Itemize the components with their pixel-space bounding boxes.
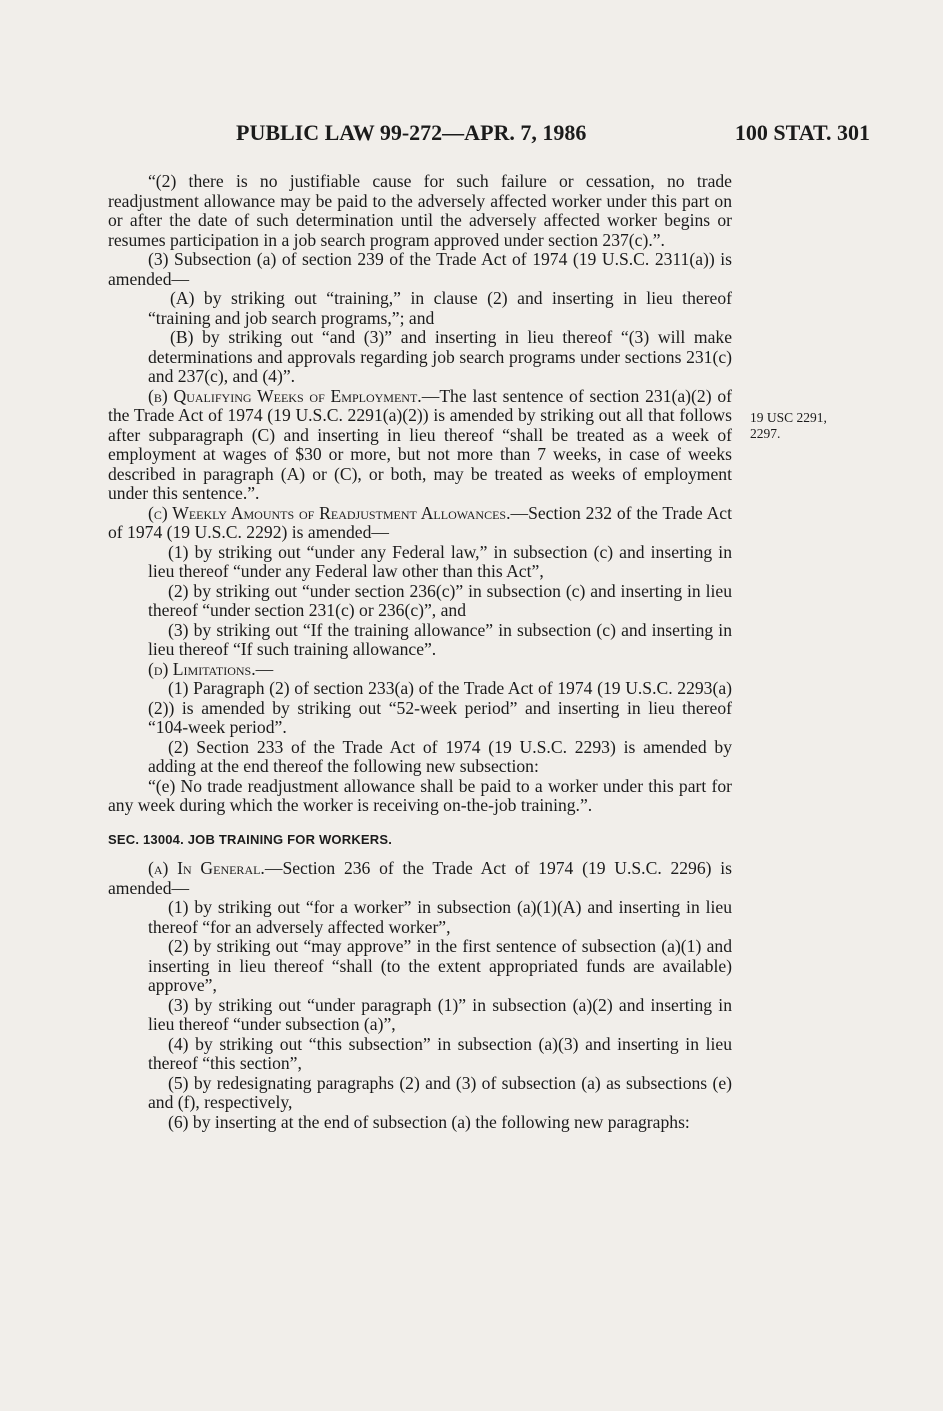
- header-page-number: 100 STAT. 301: [734, 120, 870, 145]
- subsection-heading: (d) Limitations.: [148, 658, 256, 679]
- paragraph: [108, 660, 732, 680]
- paragraph-text: —The last sentence of section 231(a)(2) of the Trade Act of 1974 (19 U.S.C. 2291(a)(2)) is amended by striking out all that follows after subparagraph (C) and inserting in lieu thereof “shall be treated as a week of employment at wages of $30 or more, but not more than 7 weeks, in case of weeks described in paragraph (A) or (C), or both, may be treated as weeks of employment under this sentence.”.: [108, 385, 733, 503]
- paragraph: (A) by striking out “training,” in clause (2) and inserting in lieu thereof “training and job search programs,”; and: [148, 288, 732, 328]
- paragraph: “(e) No trade readjustment allowance shall be paid to a worker under this part for any week during which the worker is receiving on-the-job training.”.: [108, 775, 732, 815]
- paragraph: [108, 387, 732, 504]
- paragraph: (3) Subsection (a) of section 239 of the Trade Act of 1974 (19 U.S.C. 2311(a)) is amended—: [108, 249, 732, 289]
- page-header: [110, 120, 870, 150]
- paragraph: (1) by striking out “for a worker” in subsection (a)(1)(A) and inserting in lieu thereof “for an adversely affected worker”,: [148, 897, 732, 937]
- paragraph: (6) by inserting at the end of subsection (a) the following new paragraphs:: [168, 1111, 690, 1132]
- paragraph-text: —Section 232 of the Trade Act of 1974 (19 U.S.C. 2292) is amended—: [108, 502, 732, 542]
- paragraph-text: —Section 236 of the Trade Act of 1974 (19 U.S.C. 2296) is amended—: [108, 858, 732, 898]
- paragraph: (5) by redesignating paragraphs (2) and (3) of subsection (a) as subsections (e) and (f), respectively,: [148, 1072, 732, 1112]
- paragraph: (3) by striking out “under paragraph (1)” in subsection (a)(2) and inserting in lieu thereof “under subsection (a)”,: [148, 994, 732, 1034]
- header-title: PUBLIC LAW 99-272—APR. 7, 1986: [236, 120, 587, 145]
- paragraph: (2) Section 233 of the Trade Act of 1974 (19 U.S.C. 2293) is amended by adding at the end thereof the following new subsection:: [148, 736, 732, 776]
- subsection-heading: (a) In General.: [148, 858, 265, 878]
- section-heading: SEC. 13004. JOB TRAINING FOR WORKERS.: [108, 831, 393, 847]
- paragraph: (3) by striking out “If the training allowance” in subsection (c) and inserting in lieu thereof “If such training allowance”.: [148, 619, 732, 659]
- margin-citation: 19 USC 2291, 2297.: [750, 410, 827, 441]
- subsection-heading: (c) Weekly Amounts of Readjustment Allowances.: [148, 502, 511, 523]
- paragraph: “(2) there is no justifiable cause for such failure or cessation, no trade readjustment allowance may be paid to the adversely affected worker under this part on or after the date of such determination until the adversely affected worker begins or resumes participation in a job search program approved under section 237(c).”.: [108, 171, 732, 250]
- subsection-heading: (b) Qualifying Weeks of Employment.: [148, 385, 422, 406]
- paragraph: (2) by striking out “under section 236(c)” in subsection (c) and inserting in lieu thereof “under section 231(c) or 236(c)”, and: [148, 580, 732, 620]
- paragraph-text: —: [255, 658, 274, 679]
- paragraph: (B) by striking out “and (3)” and inserting in lieu thereof “(3) will make determinations and approvals regarding job search programs under sections 231(c) and 237(c), and (4)”.: [148, 327, 732, 386]
- paragraph: [108, 504, 732, 543]
- paragraph: (2) by striking out “may approve” in the first sentence of subsection (a)(1) and inserting in lieu thereof “shall (to the extent appropriated funds are available) approve”,: [148, 936, 732, 995]
- paragraph: (1) by striking out “under any Federal law,” in subsection (c) and inserting in lieu thereof “under any Federal law other than this Act”,: [148, 541, 732, 581]
- paragraph: (4) by striking out “this subsection” in subsection (a)(3) and inserting in lieu thereof “this section”,: [148, 1033, 732, 1073]
- paragraph: (1) Paragraph (2) of section 233(a) of the Trade Act of 1974 (19 U.S.C. 2293(a)(2)) is amended by striking out “52-week period” and inserting in lieu thereof “104-week period”.: [148, 678, 732, 737]
- paragraph: [108, 859, 732, 898]
- body-text: [108, 172, 732, 1132]
